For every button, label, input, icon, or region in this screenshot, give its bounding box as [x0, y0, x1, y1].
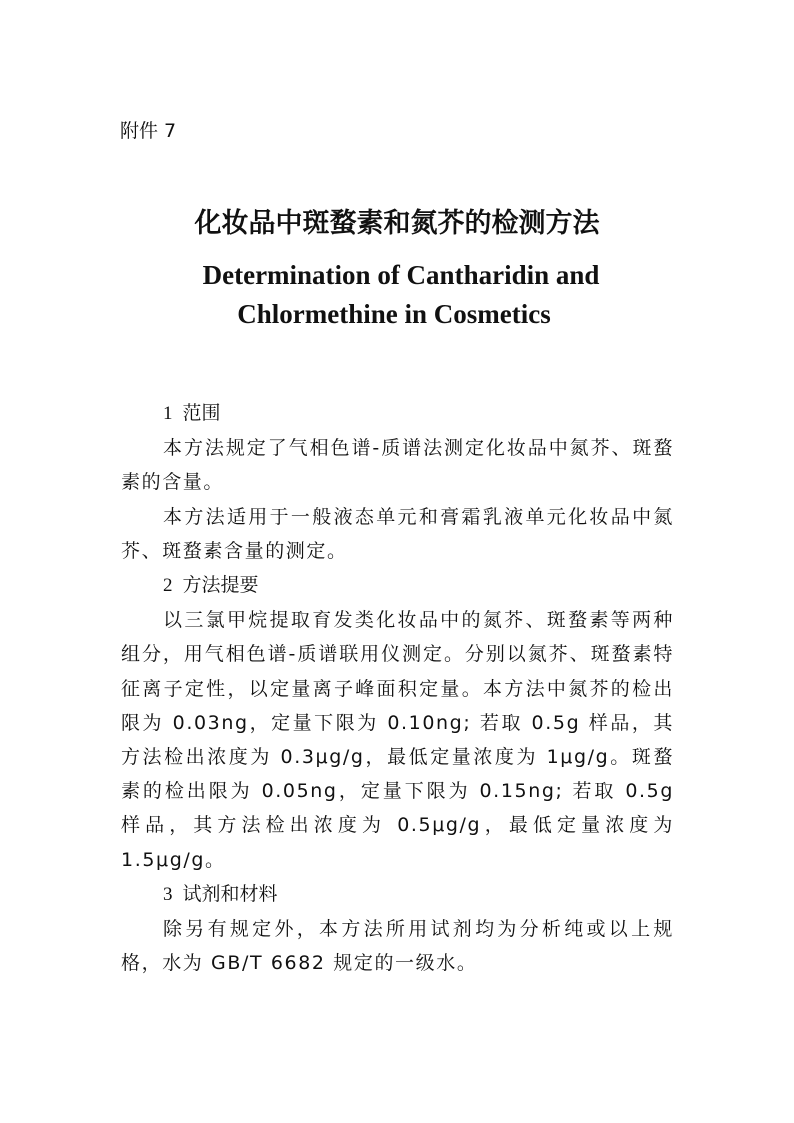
- document-body: [121, 396, 674, 980]
- paragraph: 本方法适用于一般液态单元和膏霜乳液单元化妆品中氮芥、斑蝥素含量的测定。: [121, 505, 674, 562]
- section-number: 1: [163, 403, 173, 424]
- section-number: 2: [163, 575, 173, 597]
- section-title: 范围: [182, 402, 221, 424]
- section-heading-principle: [121, 568, 674, 603]
- title-english-line-1: Determination of Cantharidin and: [202, 260, 600, 290]
- section-title: 试剂和材料: [182, 882, 278, 905]
- attachment-label: 附件 7: [120, 120, 177, 142]
- paragraph: 本方法规定了气相色谱-质谱法测定化妆品中氮芥、斑蝥素的含量。: [121, 437, 674, 494]
- title-chinese: 化妆品中斑蝥素和氮芥的检测方法: [194, 208, 600, 239]
- section-title: 方法提要: [182, 574, 259, 597]
- paragraph: 以三氯甲烷提取育发类化妆品中的氮芥、斑蝥素等两种组分，用气相色谱-质谱联用仪测定。分别以氮芥、斑蝥素特征离子定性，以定量离子峰面积定量。本方法中氮芥的检出限为 0.03ng，定量下限为 0.10ng; 若取 0.5g 样品，其方法检出浓度为 0.3μg/g，最低定量浓度为 1μg/g。斑蝥素的检出限为 0.05ng，定量下限为 0.15ng; 若取 0.5g 样品，其方法检出浓度为 0.5μg/g，最低定量浓度为 1.5μg/g。: [121, 609, 674, 871]
- paragraph: 除另有规定外，本方法所用试剂均为分析纯或以上规格，水为 GB/T 6682 规定的一级水。: [121, 918, 674, 975]
- section-heading-reagents: [121, 877, 674, 912]
- section-number: 3: [163, 883, 173, 905]
- title-english-line-2: Chlormethine in Cosmetics: [237, 299, 551, 329]
- section-heading-scope: [121, 396, 674, 431]
